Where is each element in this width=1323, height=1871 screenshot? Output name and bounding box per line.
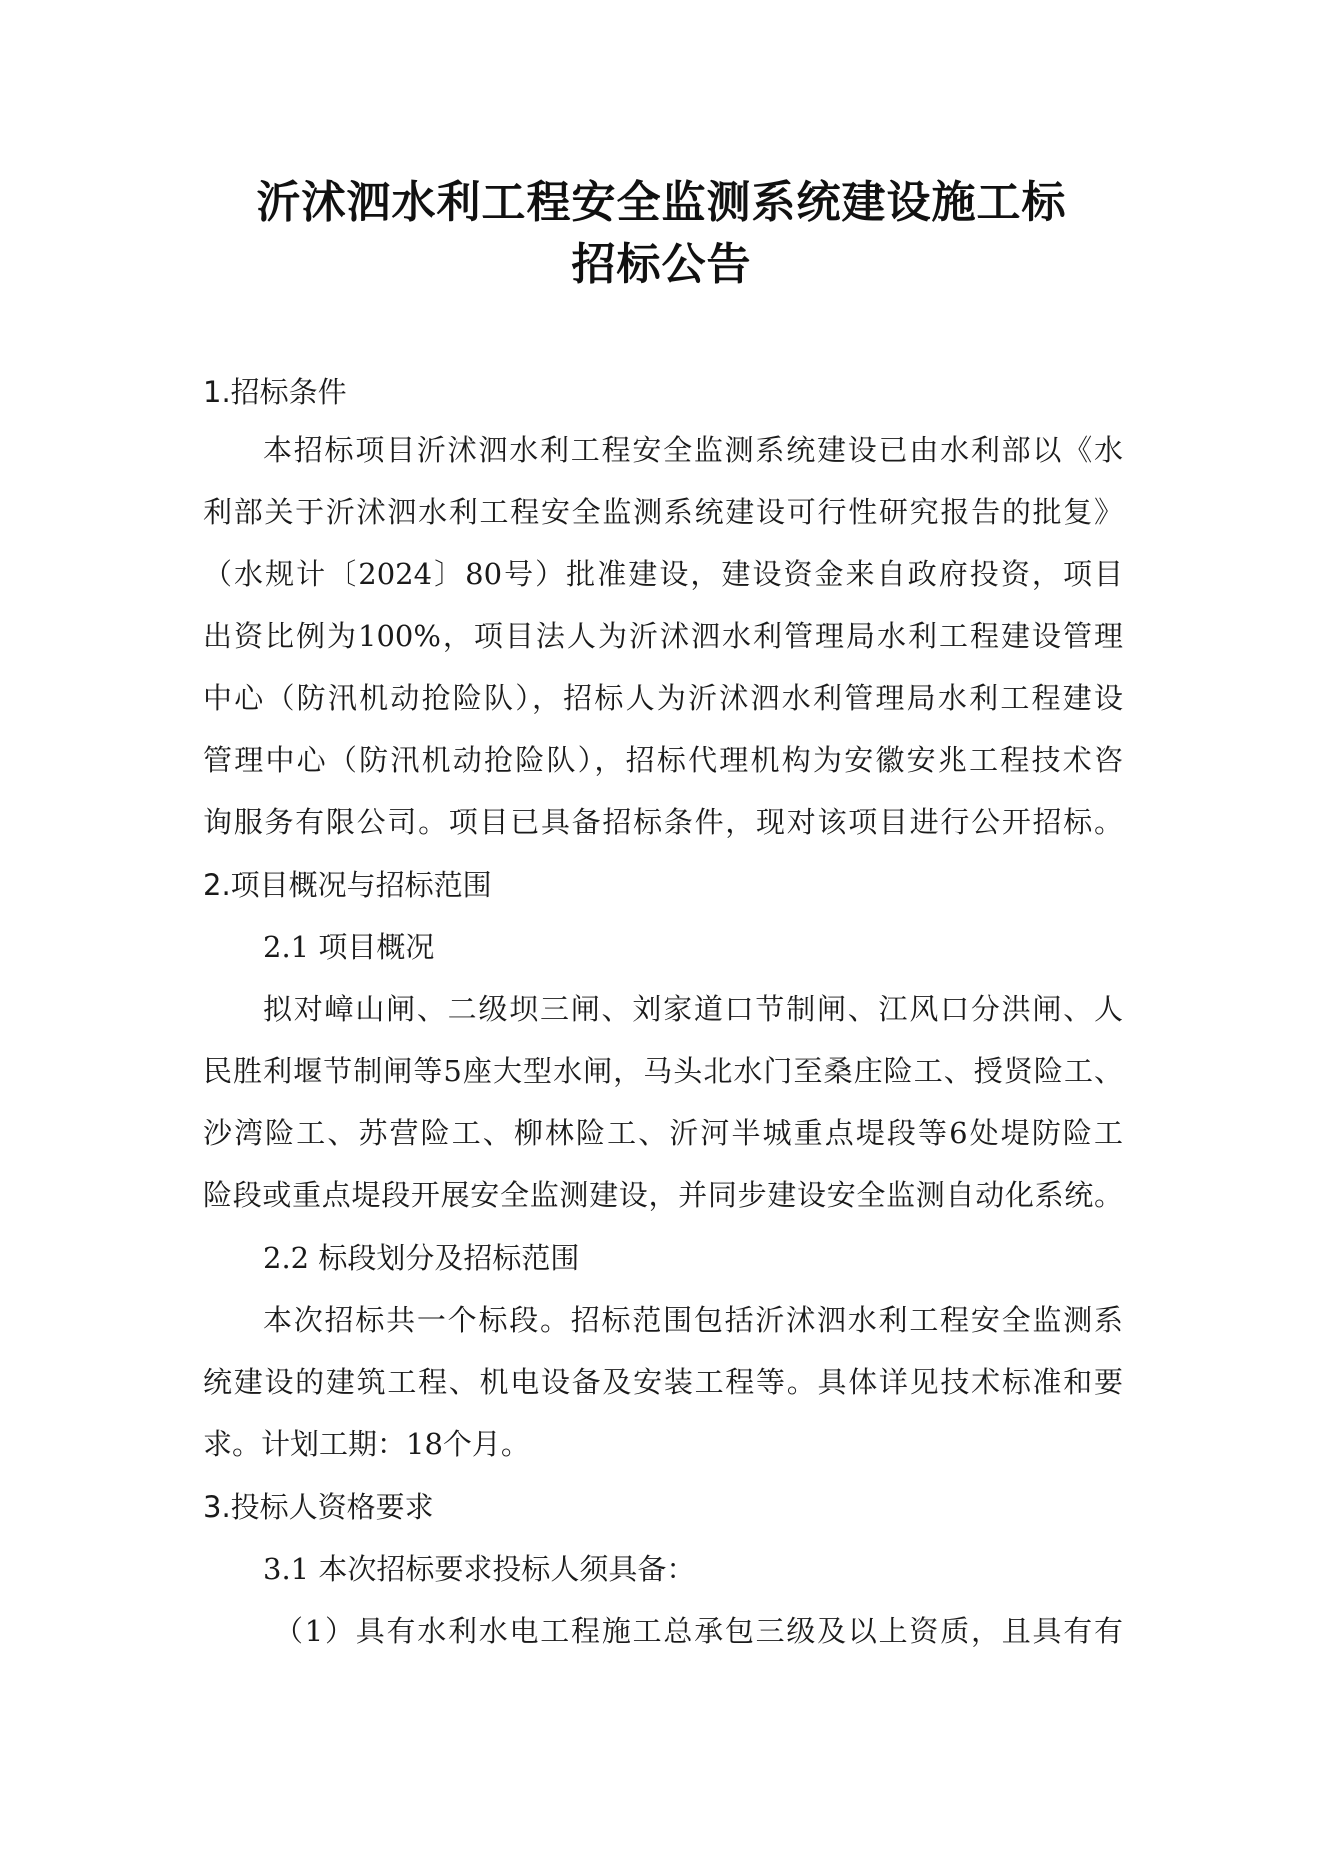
paragraph-line: 出资比例为100%，项目法人为沂沭泗水利管理局水利工程建设管理	[203, 619, 1123, 653]
paragraph-line: 统建设的建筑工程、机电设备及安装工程等。具体详见技术标准和要	[203, 1365, 1123, 1399]
document-title-line-1: 沂沭泗水利工程安全监测系统建设施工标	[256, 177, 1067, 228]
paragraph-line: 沙湾险工、苏营险工、柳林险工、沂河半城重点堤段等6处堤防险工	[203, 1116, 1123, 1150]
subsection-2-1-heading: 2.1 项目概况	[263, 930, 435, 964]
subsection-3-1-heading: 3.1 本次招标要求投标人须具备：	[263, 1552, 696, 1586]
paragraph-line: 管理中心（防汛机动抢险队），招标代理机构为安徽安兆工程技术咨	[203, 743, 1123, 777]
section-2-heading: 2.项目概况与招标范围	[203, 868, 492, 902]
paragraph-line: （水规计〔2024〕80号）批准建设，建设资金来自政府投资，项目	[203, 557, 1123, 591]
paragraph-line: 本招标项目沂沭泗水利工程安全监测系统建设已由水利部以《水	[263, 433, 1123, 467]
paragraph-line: 拟对嶂山闸、二级坝三闸、刘家道口节制闸、江风口分洪闸、人	[263, 992, 1123, 1026]
paragraph-line: 本次招标共一个标段。招标范围包括沂沭泗水利工程安全监测系	[263, 1303, 1123, 1337]
paragraph-line: 求。计划工期：18个月。	[203, 1427, 530, 1461]
subsection-2-2-heading: 2.2 标段划分及招标范围	[263, 1241, 580, 1275]
document-title-line-2: 招标公告	[571, 239, 752, 290]
paragraph-line: 民胜利堰节制闸等5座大型水闸，马头北水门至桑庄险工、授贤险工、	[203, 1054, 1123, 1088]
paragraph-line: 利部关于沂沭泗水利工程安全监测系统建设可行性研究报告的批复》	[203, 495, 1123, 529]
paragraph-line: （1）具有水利水电工程施工总承包三级及以上资质，且具有有	[274, 1614, 1123, 1648]
paragraph-line: 险段或重点堤段开展安全监测建设，并同步建设安全监测自动化系统。	[203, 1178, 1123, 1212]
section-3-heading: 3.投标人资格要求	[203, 1490, 434, 1524]
paragraph-line: 中心（防汛机动抢险队），招标人为沂沭泗水利管理局水利工程建设	[203, 681, 1123, 715]
paragraph-line: 询服务有限公司。项目已具备招标条件，现对该项目进行公开招标。	[203, 805, 1123, 839]
section-1-heading: 1.招标条件	[203, 375, 347, 409]
